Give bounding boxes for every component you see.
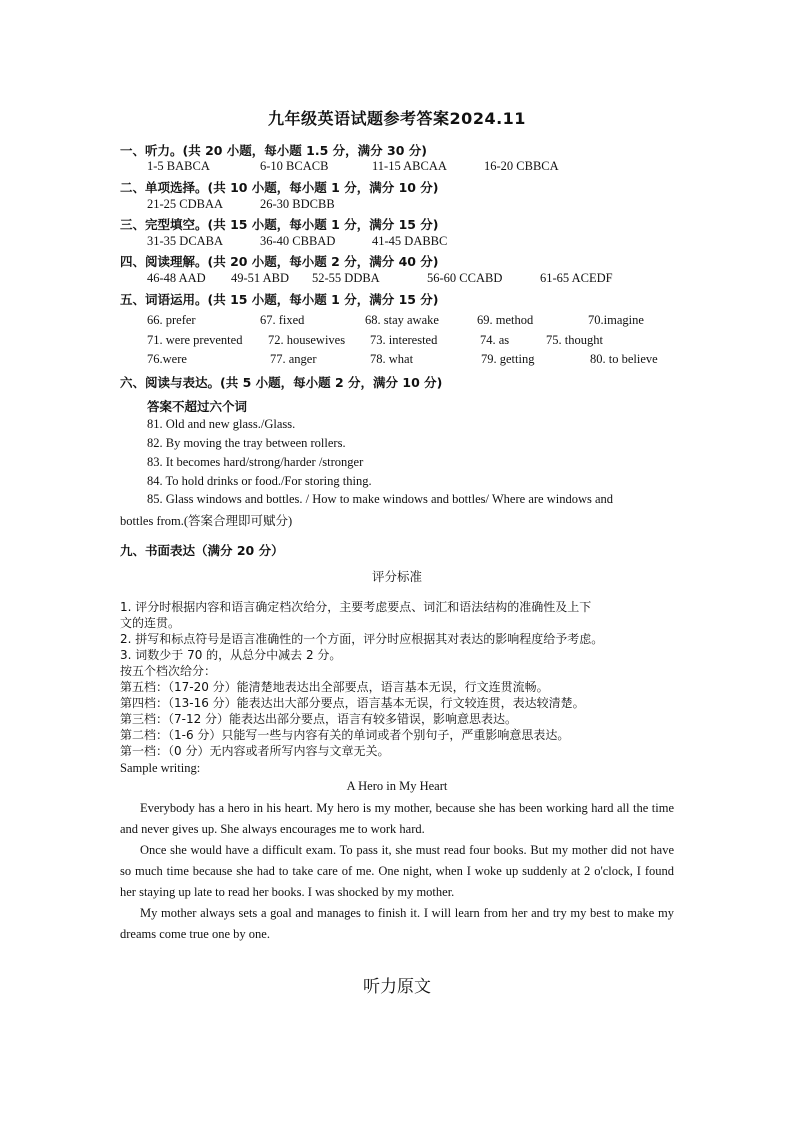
answer-item: 76.were: [147, 352, 187, 366]
criteria-line: 第四档：（13-16 分）能表达出大部分要点，语言基本无误，行文较连贯，表达较清楚。: [120, 696, 585, 710]
answer-item: 71. were prevented: [147, 333, 243, 347]
answer-group: 49-51 ABD: [231, 271, 289, 285]
cloze-answers-row: [0, 234, 794, 252]
answer-group: 6-10 BCACB: [260, 159, 329, 173]
sample-paragraph: Everybody has a hero in his heart. My hero is my mother, because she has been working hard all the time and never gives up. She always encourages me to work hard.: [120, 801, 674, 836]
section-listening-heading: 一、听力。(共 20 小题，每小题 1.5 分，满分 30 分): [120, 143, 427, 158]
section-single-choice-heading: 二、单项选择。(共 10 小题，每小题 1 分，满分 10 分): [120, 180, 439, 195]
reading-answers-row: [0, 271, 794, 289]
sample-paragraph: My mother always sets a goal and manages to finish it. I will learn from her and try my best to make my dreams come true one by one.: [120, 906, 674, 941]
answer-item: 74. as: [480, 333, 510, 347]
answer-item: 73. interested: [370, 333, 438, 347]
answer-group: 11-15 ABCAA: [372, 159, 447, 173]
section-cloze-heading: 三、完型填空。(共 15 小题，每小题 1 分，满分 15 分): [120, 217, 439, 232]
answer-line: 84. To hold drinks or food./For storing thing.: [147, 474, 372, 488]
word-use-row-2: [0, 333, 794, 351]
section-writing-heading: 九、书面表达（满分 20 分）: [120, 543, 284, 558]
section-reading-heading: 四、阅读理解。(共 20 小题，每小题 2 分，满分 40 分): [120, 254, 439, 269]
criteria-line: 文的连贯。: [120, 616, 181, 630]
answer-line: 85. Glass windows and bottles. / How to make windows and bottles/ Where are windows and: [147, 492, 614, 506]
word-limit-note: 答案不超过六个词: [147, 399, 248, 414]
criteria-line: 第三档：（7-12 分）能表达出部分要点，语言有较多错误，影响意思表达。: [120, 712, 518, 726]
page-title: 九年级英语试题参考答案2024.11: [268, 109, 526, 128]
answer-item: 68. stay awake: [365, 313, 439, 327]
answer-line: 83. It becomes hard/strong/harder /stronger: [147, 455, 364, 469]
single-choice-answers-row: [0, 197, 794, 215]
sample-title: A Hero in My Heart: [346, 779, 448, 793]
criteria-line: 第五档：（17-20 分）能清楚地表达出全部要点，语言基本无误，行文连贯流畅。: [120, 680, 549, 694]
answer-line: 82. By moving the tray between rollers.: [147, 436, 346, 450]
answer-item: 77. anger: [270, 352, 317, 366]
criteria-line: 第二档：（1-6 分）只能写一些与内容有关的单词或者个别句子，严重影响意思表达。: [120, 728, 570, 742]
answer-group: 56-60 CCABD: [427, 271, 503, 285]
answer-item: 75. thought: [546, 333, 603, 347]
answer-group: 41-45 DABBC: [372, 234, 448, 248]
answer-group: 21-25 CDBAA: [147, 197, 224, 211]
section-reading-expression-heading: 六、阅读与表达。(共 5 小题，每小题 2 分，满分 10 分): [120, 375, 443, 390]
criteria-line: 2. 拼写和标点符号是语言准确性的一个方面，评分时应根据其对表达的影响程度给予考虑。: [120, 632, 604, 646]
answer-group: 31-35 DCABA: [147, 234, 224, 248]
answer-group: 52-55 DDBA: [312, 271, 380, 285]
answer-group: 46-48 AAD: [147, 271, 206, 285]
criteria-line: 3. 词数少于 70 的，从总分中减去 2 分。: [120, 648, 342, 662]
answer-line: 81. Old and new glass./Glass.: [147, 417, 296, 431]
criteria-line: 第一档：（0 分）无内容或者所写内容与文章无关。: [120, 744, 390, 758]
word-use-row-3: [0, 352, 794, 370]
answer-group: 26-30 BDCBB: [260, 197, 335, 211]
criteria-line: 1. 评分时根据内容和语言确定档次给分，主要考虑要点、词汇和语法结构的准确性及上下: [120, 600, 592, 614]
listening-script-title: 听力原文: [363, 977, 431, 997]
answer-item: 70.imagine: [588, 313, 644, 327]
answer-group: 16-20 CBBCA: [484, 159, 559, 173]
answer-item: 80. to believe: [590, 352, 658, 366]
answer-item: 79. getting: [481, 352, 535, 366]
listening-answers-row: [0, 159, 794, 177]
answer-group: 36-40 CBBAD: [260, 234, 336, 248]
answer-item: 66. prefer: [147, 313, 196, 327]
answer-group: 1-5 BABCA: [147, 159, 210, 173]
word-use-row-1: [0, 313, 794, 331]
answer-line-continued: bottles from.(答案合理即可赋分): [120, 514, 293, 528]
criteria-title: 评分标准: [371, 570, 422, 584]
answer-item: 72. housewives: [268, 333, 346, 347]
answer-item: 78. what: [370, 352, 414, 366]
section-word-use-heading: 五、词语运用。(共 15 小题，每小题 1 分，满分 15 分): [120, 292, 439, 307]
sample-paragraph: Once she would have a difficult exam. To pass it, she must read four books. But my mother did not have so much time because she had to take care of me. One night, when I woke up suddenly at 2 o'clock, I found her staying up late to read her books. I was shocked by my mother.: [120, 843, 674, 899]
answer-group: 61-65 ACEDF: [540, 271, 613, 285]
answer-item: 67. fixed: [260, 313, 305, 327]
answer-item: 69. method: [477, 313, 534, 327]
sample-writing-label: Sample writing:: [120, 761, 201, 775]
criteria-line: 按五个档次给分：: [120, 664, 217, 678]
